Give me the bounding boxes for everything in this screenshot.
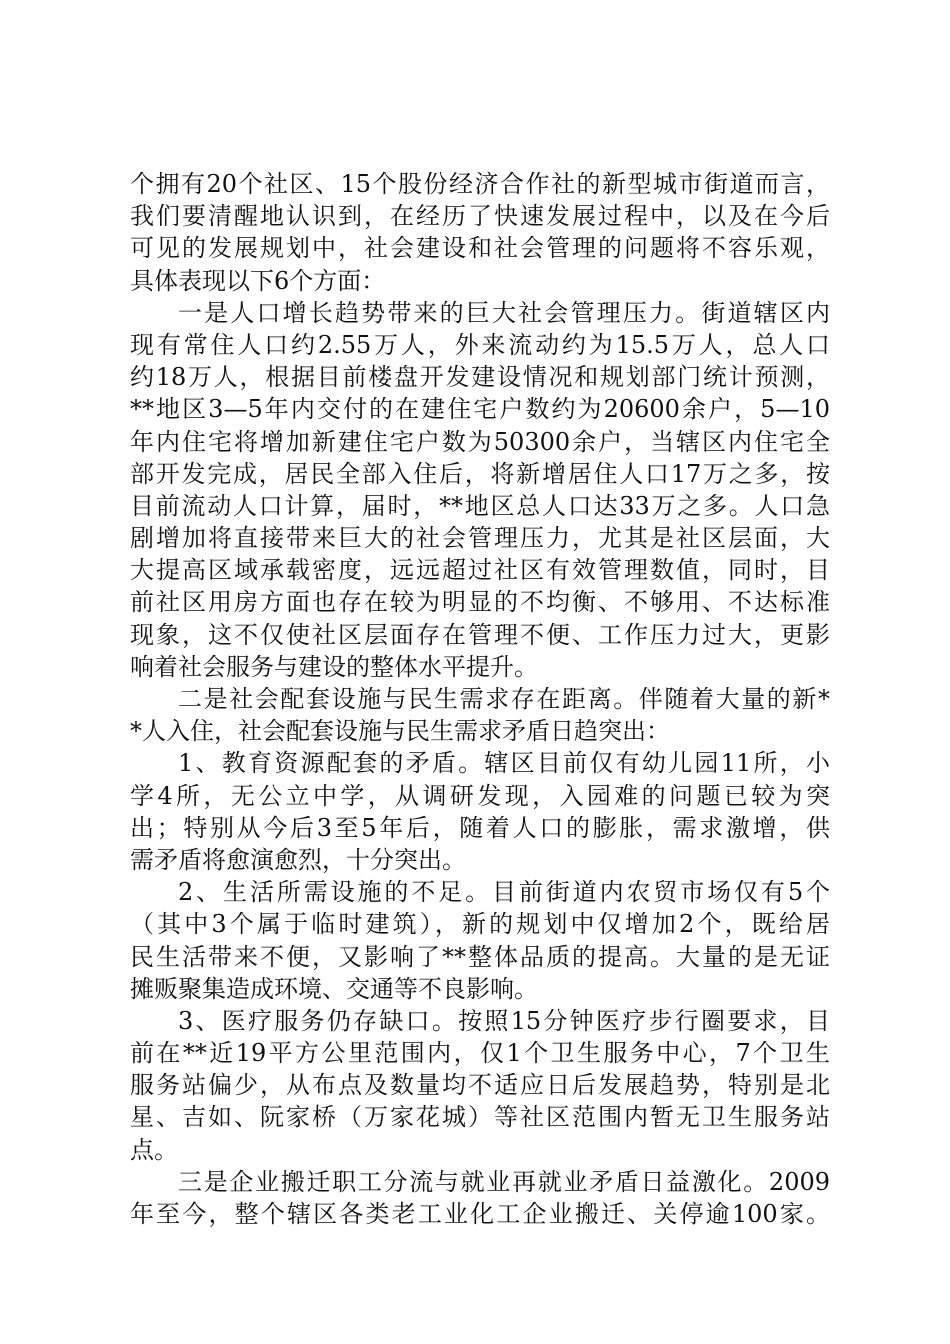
body-text [130, 168, 830, 1230]
text-line: 星、吉如、阮家桥（万家花城）等社区范围内暂无卫生服务站 [130, 1103, 830, 1132]
text-line: 年至今，整个辖区各类老工业化工企业搬迁、关停逾100家。 [130, 1200, 830, 1228]
paragraph-5-line: 3、医疗服务仍存缺口。按照15分钟医疗步行圈要求，目 [178, 1006, 830, 1035]
text-line: 个拥有20个社区、15个股份经济合作社的新型城市街道而言， [130, 170, 830, 198]
text-line: 约18万人，根据目前楼盘开发建设情况和规划部门统计预测， [130, 363, 830, 392]
text-line: 摊贩聚集造成环境、交通等不良影响。 [130, 974, 538, 1003]
text-line: 现有常住人口约2.55万人，外来流动约为15.5万人，总人口 [130, 330, 830, 359]
text-line: 出；特别从今后3至5年后，随着人口的膨胀，需求激增，供 [130, 813, 830, 842]
text-line: 年内住宅将增加新建住宅户数为50300余户，当辖区内住宅全 [130, 427, 830, 456]
text-line: 需矛盾将愈演愈烈，十分突出。 [130, 845, 466, 874]
text-line: 学4所，无公立中学，从调研发现，入园难的问题已较为突 [130, 781, 830, 810]
text-line: *人入住，社会配套设施与民生需求矛盾日趋突出： [130, 717, 670, 746]
text-line: 点。 [130, 1135, 178, 1164]
text-line: 目前流动人口计算，届时，**地区总人口达33万之多。人口急 [130, 491, 830, 520]
paragraph-2-line: 二是社会配套设施与民生需求存在距离。伴随着大量的新* [178, 685, 830, 713]
text-line: 民生活带来不便，又影响了**整体品质的提高。大量的是无证 [130, 942, 830, 971]
text-line: 部开发完成，居民全部入住后，将新增居住人口17万之多，按 [130, 459, 830, 488]
paragraph-4-line: 2、生活所需设施的不足。目前街道内农贸市场仅有5个 [178, 878, 830, 907]
text-line: 前社区用房方面也存在较为明显的不均衡、不够用、不达标准 [130, 588, 830, 617]
text-line: 前在**近19平方公里范围内，仅1个卫生服务中心，7个卫生 [130, 1039, 830, 1068]
text-line: 具体表现以下6个方面： [130, 266, 386, 295]
text-line: 大提高区域承载密度，远远超过社区有效管理数值，同时，目 [130, 556, 830, 585]
paragraph-3-line: 1、教育资源配套的矛盾。辖区目前仅有幼儿园11所，小 [178, 749, 830, 778]
text-line: 服务站偏少，从布点及数量均不适应日后发展趋势，特别是北 [130, 1071, 830, 1100]
text-line: **地区3—5年内交付的在建住宅户数约为20600余户，5—10 [130, 395, 830, 424]
text-line: 我们要清醒地认识到，在经历了快速发展过程中，以及在今后 [130, 202, 830, 231]
text-line: （其中3个属于临时建筑），新的规划中仅增加2个，既给居 [130, 910, 830, 939]
paragraph-1-line: 一是人口增长趋势带来的巨大社会管理压力。街道辖区内 [178, 298, 830, 327]
paragraph-6-line: 三是企业搬迁职工分流与就业再就业矛盾日益激化。2009 [178, 1167, 830, 1196]
text-line: 响着社会服务与建设的整体水平提升。 [130, 652, 538, 681]
text-line: 可见的发展规划中，社会建设和社会管理的问题将不容乐观， [130, 234, 830, 263]
text-line: 剧增加将直接带来巨大的社会管理压力，尤其是社区层面，大 [130, 524, 830, 553]
text-line: 现象，这不仅使社区层面存在管理不便、工作压力过大，更影 [130, 620, 830, 649]
